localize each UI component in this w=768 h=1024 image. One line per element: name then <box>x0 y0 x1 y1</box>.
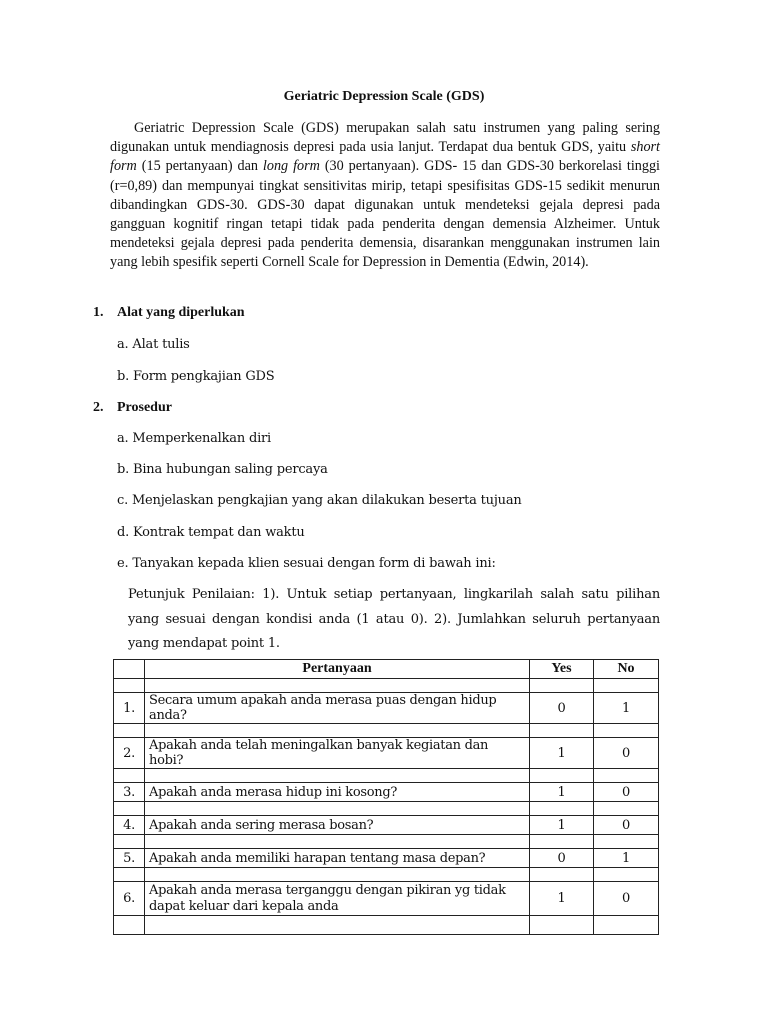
intro-text-3: (30 pertanyaan). GDS- 15 dan GDS-30 berkorelasi tinggi (r=0,89) dan mempunyai tingkat sensitivitas mirip, tetapi spesifisitas GDS-15 sedikit menurun dibandingkan GDS-30. GDS-30 dapat digunakan untuk mendeteksi gejala depresi pada gangguan kognitif ringan tetapi tidak pada penderita dengan demensia Alzheimer. Untuk mendeteksi gejala depresi pada penderita demensia, disarankan menggunakan instrumen lain yang lebih spesifik seperti Cornell Scale for Depression in Dementia (Edwin, 2014). <box>110 158 660 271</box>
row-number: 2. <box>114 738 145 769</box>
row-no-value: 0 <box>594 783 659 802</box>
row-question: Secara umum apakah anda merasa puas dengan hidup anda? <box>145 693 530 724</box>
row-yes-value: 0 <box>530 693 594 724</box>
row-number: 1. <box>114 693 145 724</box>
table-row <box>114 693 659 724</box>
section-heading-2 <box>93 400 172 416</box>
table-spacer-row <box>114 835 659 849</box>
row-question: Apakah anda sering merasa bosan? <box>145 816 530 835</box>
row-question: Apakah anda merasa terganggu dengan pikiran yg tidak dapat keluar dari kepala anda <box>145 882 530 916</box>
row-number: 6. <box>114 882 145 916</box>
table-spacer-row <box>114 868 659 882</box>
table-row <box>114 882 659 916</box>
list-item: c. Menjelaskan pengkajian yang akan dilakukan beserta tujuan <box>117 493 522 508</box>
row-number: 3. <box>114 783 145 802</box>
row-yes-value: 0 <box>530 849 594 868</box>
page-title: Geriatric Depression Scale (GDS) <box>283 89 485 104</box>
section-number-2: 2. <box>93 400 104 415</box>
section-title-2: Prosedur <box>117 400 172 415</box>
table-spacer-row <box>114 724 659 738</box>
row-no-value: 0 <box>594 738 659 769</box>
table-spacer-row <box>114 679 659 693</box>
intro-long-form: long form <box>262 158 320 175</box>
intro-paragraph <box>110 119 660 273</box>
intro-short-form: short form <box>110 139 660 175</box>
table-row <box>114 783 659 802</box>
intro-text-1: Geriatric Depression Scale (GDS) merupakan salah satu instrumen yang paling sering digunakan untuk mendiagnosis depresi pada usia lanjut. Terdapat dua bentuk GDS, yaitu <box>110 120 660 156</box>
section-title-1: Alat yang diperlukan <box>117 305 245 320</box>
list-item: b. Bina hubungan saling percaya <box>117 462 328 477</box>
row-yes-value: 1 <box>530 816 594 835</box>
row-yes-value: 1 <box>530 738 594 769</box>
header-question: Pertanyaan <box>145 660 530 679</box>
header-number-cell <box>114 660 145 679</box>
row-no-value: 1 <box>594 849 659 868</box>
list-item: e. Tanyakan kepada klien sesuai dengan form di bawah ini: <box>117 556 496 571</box>
list-item: a. Alat tulis <box>117 337 190 352</box>
list-item: b. Form pengkajian GDS <box>117 369 275 384</box>
section-number-1: 1. <box>93 305 104 320</box>
table-row <box>114 849 659 868</box>
header-yes: Yes <box>530 660 594 679</box>
row-number: 4. <box>114 816 145 835</box>
list-item: d. Kontrak tempat dan waktu <box>117 525 305 540</box>
table-row <box>114 738 659 769</box>
gds-table <box>113 659 659 935</box>
intro-text-2: (15 pertanyaan) dan <box>136 158 263 175</box>
table-spacer-row <box>114 769 659 783</box>
table-header-row <box>114 660 659 679</box>
row-question: Apakah anda memiliki harapan tentang masa depan? <box>145 849 530 868</box>
list-item: a. Memperkenalkan diri <box>117 431 272 446</box>
row-number: 5. <box>114 849 145 868</box>
scoring-instructions: Petunjuk Penilaian: 1). Untuk setiap pertanyaan, lingkarilah salah satu pilihan yang sesuai dengan kondisi anda (1 atau 0). 2). Jumlahkan seluruh pertanyaan yang mendapat point 1. <box>128 587 660 651</box>
table-row <box>114 816 659 835</box>
row-yes-value: 1 <box>530 783 594 802</box>
table-spacer-row <box>114 802 659 816</box>
row-no-value: 0 <box>594 882 659 916</box>
row-no-value: 0 <box>594 816 659 835</box>
header-no: No <box>594 660 659 679</box>
row-yes-value: 1 <box>530 882 594 916</box>
row-question: Apakah anda merasa hidup ini kosong? <box>145 783 530 802</box>
row-no-value: 1 <box>594 693 659 724</box>
table-spacer-row <box>114 916 659 935</box>
section-heading-1 <box>93 305 245 321</box>
row-question: Apakah anda telah meningalkan banyak kegiatan dan hobi? <box>145 738 530 769</box>
